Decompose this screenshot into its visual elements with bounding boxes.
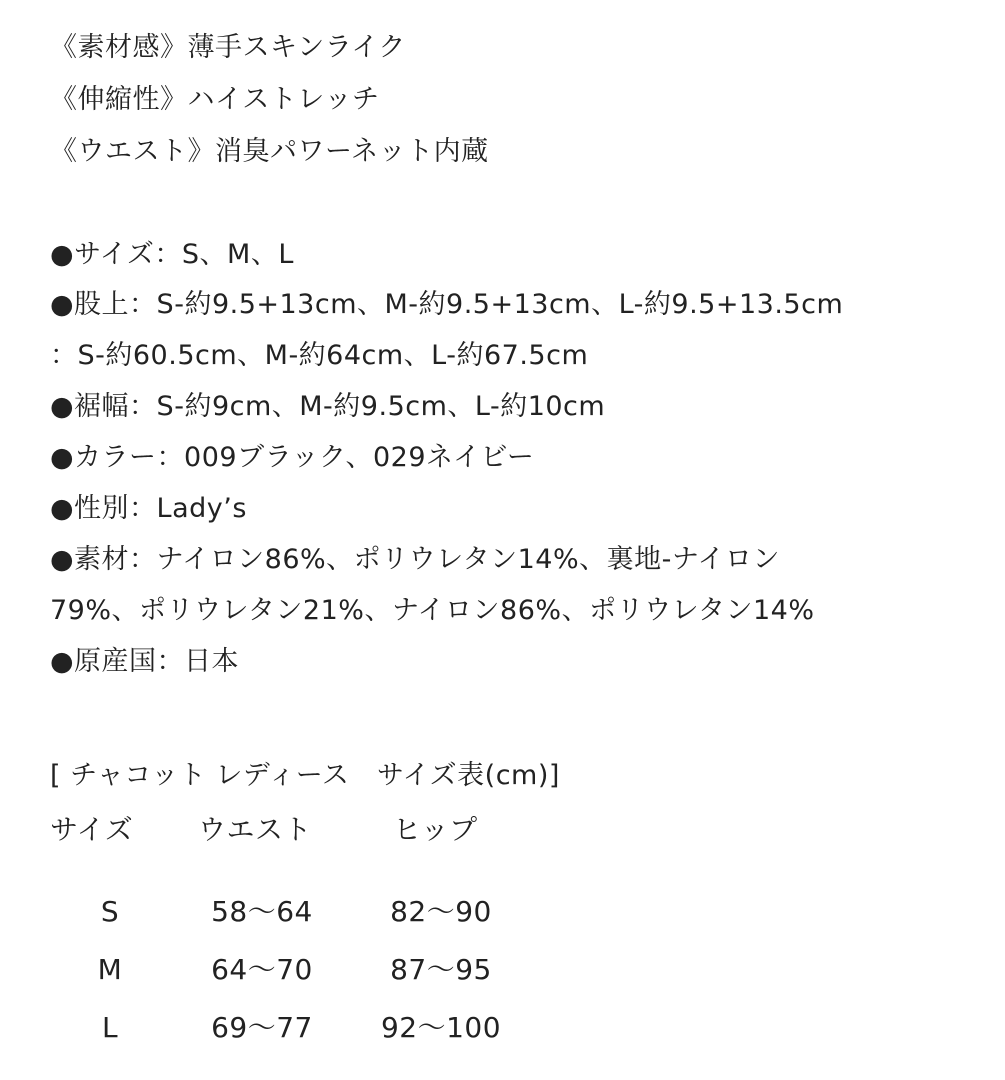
header-size: サイズ <box>50 813 134 846</box>
row-hip-cell: 92〜100 <box>380 1011 502 1044</box>
spec-size: ●サイズ：S、M、L <box>50 239 294 270</box>
row-waist-cell: 58〜64 <box>211 895 313 928</box>
feature-waist: 《ウエスト》消臭パワーネット内蔵 <box>50 136 489 167</box>
spec-material-continued: 79%、ポリウレタン21%、ナイロン86%、ポリウレタン14% <box>50 595 815 626</box>
row-waist-cell: 69〜77 <box>211 1011 313 1044</box>
row-hip-cell: 87〜95 <box>390 953 492 986</box>
spec-material: ●素材：ナイロン86%、ポリウレタン14%、裏地-ナイロン <box>50 544 780 575</box>
size-table-title: [ チャコット レディース サイズ表(cm)] <box>50 760 560 791</box>
spec-hem-width: ●裾幅：S-約9cm、M-約9.5cm、L-約10cm <box>50 391 606 422</box>
row-size-cell: M <box>97 953 123 986</box>
spec-inseam: ：S-約60.5cm、M-約64cm、L-約67.5cm <box>50 340 589 371</box>
spec-color: ●カラー：009ブラック、029ネイビー <box>50 442 535 473</box>
row-waist-cell: 64〜70 <box>211 953 313 986</box>
header-waist: ウエスト <box>198 813 313 846</box>
spec-gender: ●性別：Lady’s <box>50 493 247 524</box>
feature-material-feel: 《素材感》薄手スキンライク <box>50 32 406 63</box>
row-size-cell: S <box>100 895 120 928</box>
feature-stretch: 《伸縮性》ハイストレッチ <box>50 84 380 115</box>
spec-country-of-origin: ●原産国：日本 <box>50 646 240 677</box>
row-hip-cell: 82〜90 <box>390 895 492 928</box>
header-hip: ヒップ <box>393 813 478 846</box>
spec-rise: ●股上：S-約9.5+13cm、M-約9.5+13cm、L-約9.5+13.5cm <box>50 289 844 320</box>
row-size-cell: L <box>101 1011 119 1044</box>
